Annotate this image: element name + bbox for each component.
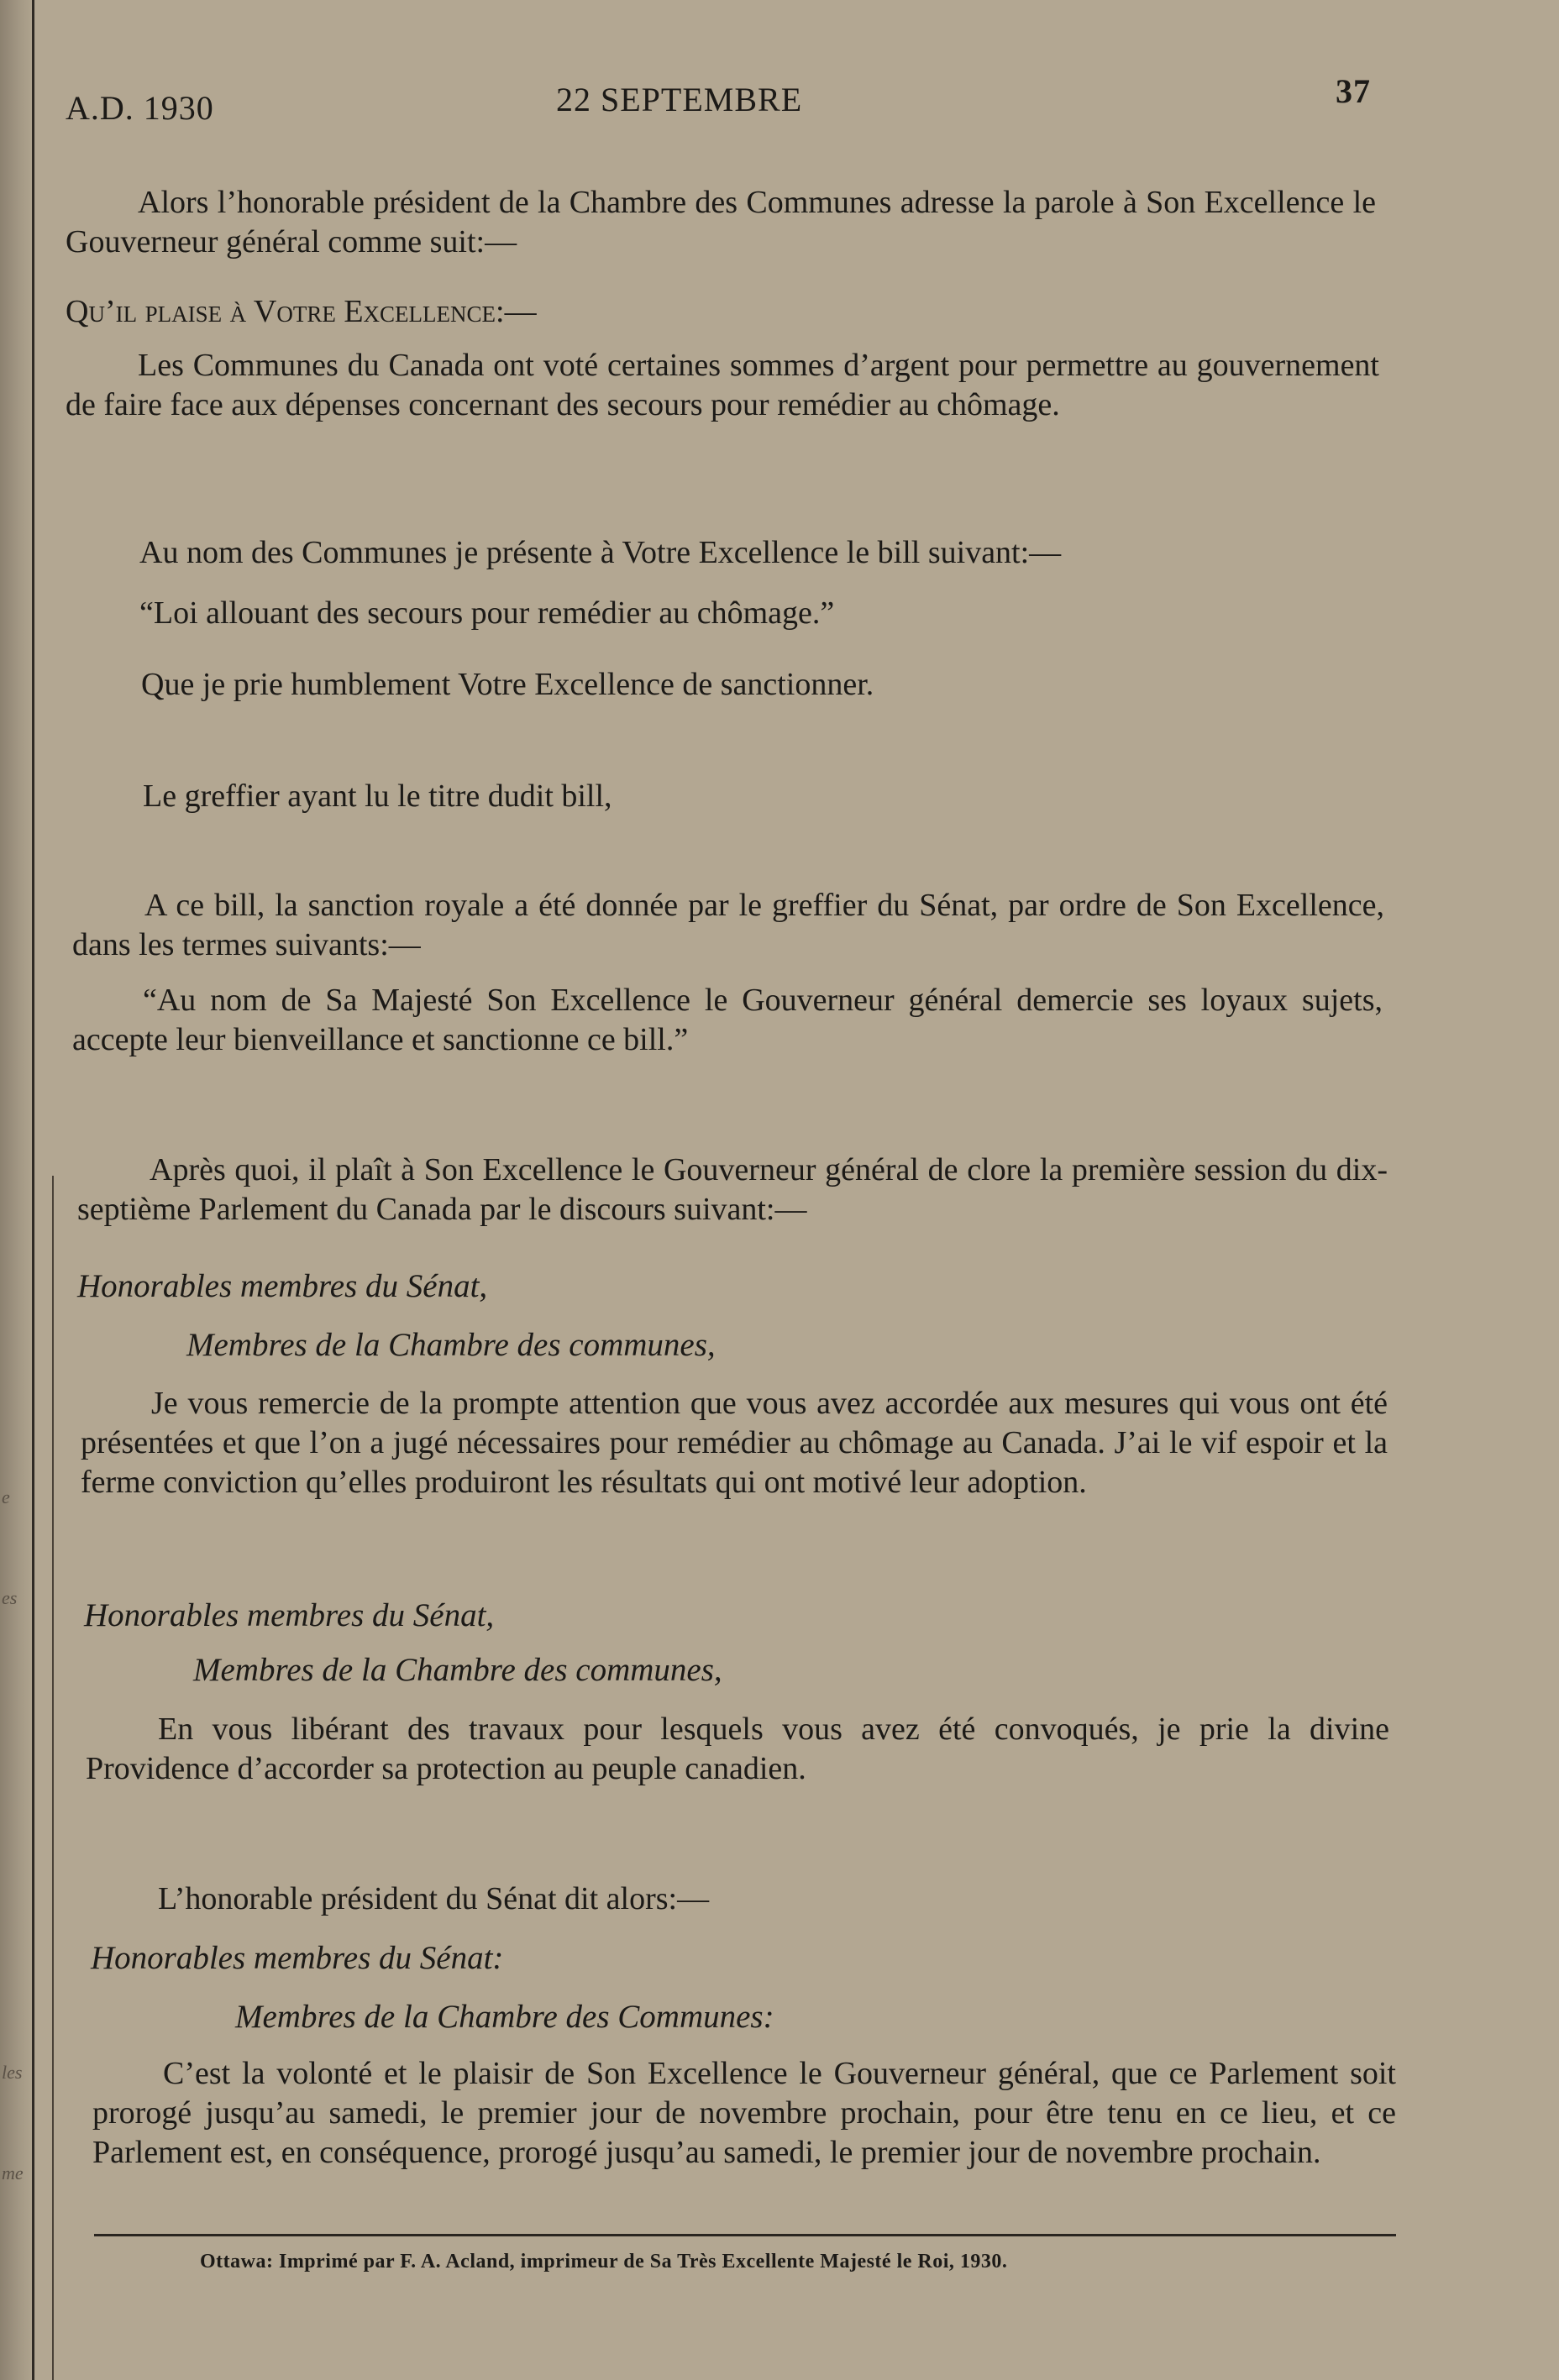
paragraph: Les Communes du Canada ont voté certaines sommes d’argent pour permettre au gouvernement de faire face aux dépenses concernant des secours pour remédier au chômage. [66, 348, 1379, 422]
speech-paragraph: En vous libérant des travaux pour lesquels vous avez été convoqués, je prie la divine Providence d’accorder sa protection au peuple canadien. [86, 1712, 1389, 1786]
paragraph: Le greffier ayant lu le titre dudit bill, [143, 778, 612, 814]
prorogation-paragraph: C’est la volonté et le plaisir de Son Excellence le Gouverneur général, que ce Parlement soit prorogé jusqu’au samedi, le premier jour de novembre prochain, pour être tenu en ce lieu, et ce Parlement est, en conséquence, prorogé jusqu’au samedi, le premier jour de novembre prochain. [92, 2056, 1396, 2170]
page-number: 37 [1336, 72, 1371, 110]
salutation: Membres de la Chambre des Communes: [235, 1999, 774, 2035]
margin-fragment: me [2, 2162, 24, 2183]
header-year: A.D. 1930 [66, 89, 214, 127]
paragraph: Au nom des Communes je présente à Votre Excellence le bill suivant:— [139, 535, 1062, 570]
printer-imprint: Ottawa: Imprimé par F. A. Acland, imprimeur de Sa Très Excellente Majesté le Roi, 1930. [200, 2251, 1008, 2273]
paragraph: L’honorable président du Sénat dit alors:— [158, 1881, 710, 1916]
formal-address: Qu’il plaise à Votre Excellence:— [66, 294, 537, 329]
margin-fragment: es [2, 1587, 18, 1608]
royal-assent-quote: “Au nom de Sa Majesté Son Excellence le Gouverneur général demercie ses loyaux sujets, accepte leur bienveillance et sanctionne ce bill.” [72, 983, 1383, 1057]
paragraph: Alors l’honorable président de la Chambre des Communes adresse la parole à Son Excellence le Gouverneur général comme suit:— [66, 185, 1376, 259]
footer-rule [94, 2234, 1396, 2236]
salutation: Honorables membres du Sénat, [77, 1268, 488, 1304]
header-date: 22 SEPTEMBRE [556, 81, 803, 118]
bill-title: “Loi allouant des secours pour remédier au chômage.” [139, 595, 835, 631]
margin-fragment: les [2, 2062, 23, 2083]
salutation: Honorables membres du Sénat: [91, 1940, 504, 1976]
salutation: Honorables membres du Sénat, [84, 1597, 495, 1633]
speech-paragraph: Je vous remercie de la prompte attention que vous avez accordée aux mesures qui vous ont été présentées et que l’on a jugé nécessaires pour remédier au chômage au Canada. J’ai le vif espoir et la ferme conviction qu’elles produiront les résultats qui ont motivé leur adoption. [81, 1386, 1388, 1500]
paragraph: Après quoi, il plaît à Son Excellence le Gouverneur général de clore la première session du dix-septième Parlement du Canada par le discours suivant:— [77, 1152, 1388, 1227]
paragraph: Que je prie humblement Votre Excellence de sanctionner. [141, 667, 874, 702]
salutation: Membres de la Chambre des communes, [193, 1652, 722, 1688]
margin-fragment: e [2, 1486, 10, 1507]
salutation: Membres de la Chambre des communes, [186, 1327, 716, 1363]
paragraph: A ce bill, la sanction royale a été donnée par le greffier du Sénat, par ordre de Son Excellence, dans les termes suivants:— [72, 888, 1384, 962]
